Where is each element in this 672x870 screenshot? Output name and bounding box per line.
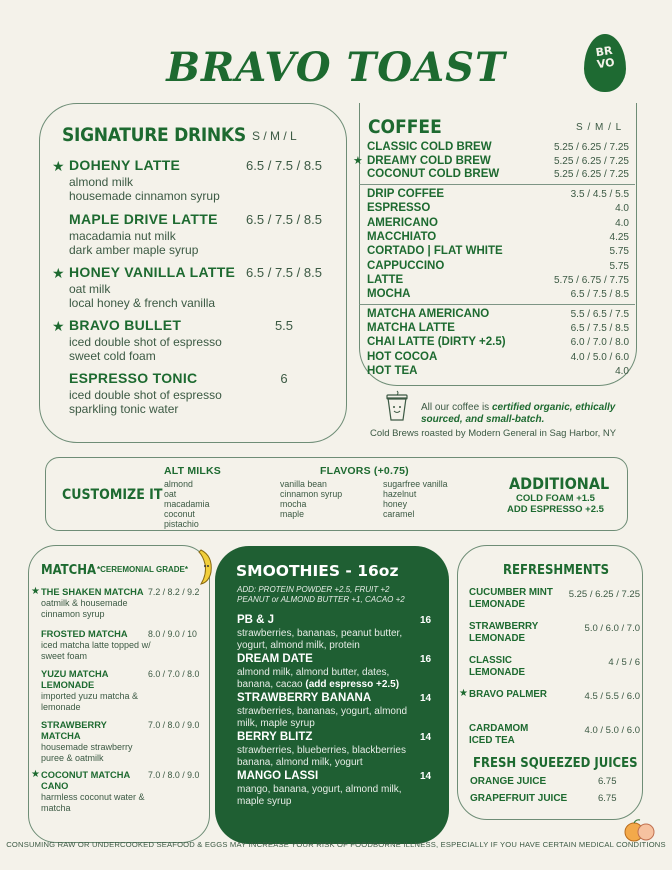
coffee-item-name: CHAI LATTE (DIRTY +2.5)	[367, 336, 506, 349]
coffee-note-bold: certified organic, ethically sourced, and small-batch.	[421, 402, 616, 425]
coffee-row	[359, 336, 629, 350]
coffee-list	[353, 140, 629, 380]
avocado-logo: BR VO	[584, 34, 626, 92]
alt-milks-list	[164, 479, 209, 529]
coffee-row	[359, 202, 629, 216]
additional-list	[503, 493, 608, 515]
smoothie-desc-bold: (add espresso +2.5)	[305, 679, 400, 690]
smoothie-item-desc	[237, 667, 415, 691]
matcha-item-price: 6.0 / 7.0 / 8.0	[148, 669, 200, 679]
star-icon: ★	[52, 265, 65, 281]
smoothie-desc-text: strawberries, bananas, yogurt, almond milk, maple syrup	[237, 706, 408, 729]
signature-item-desc: iced double shot of espresso	[69, 388, 222, 402]
refreshment-item-price: 4.0 / 5.0 / 6.0	[584, 725, 640, 736]
refreshment-item-name: CUCUMBER MINT LEMONADE	[469, 587, 553, 610]
matcha-item-price: 8.0 / 9.0 / 10	[148, 629, 197, 639]
coffee-row	[359, 188, 629, 202]
refreshment-item-price: 4.5 / 5.5 / 6.0	[584, 691, 640, 702]
coffee-item-name: MOCHA	[367, 288, 411, 301]
coffee-item-price: 5.25 / 6.25 / 7.25	[553, 155, 629, 167]
smoothie-item-price: 16	[420, 654, 432, 665]
coffee-item-price: 4.0 / 5.0 / 6.0	[570, 351, 629, 363]
smoothie-item-price: 14	[420, 771, 432, 782]
smoothies-header: SMOOTHIES - 16oz	[236, 562, 399, 580]
smoothie-desc-text: mango, banana, yogurt, almond milk, maple syrup	[237, 784, 402, 807]
smoothie-desc-text: almond milk, almond butter, dates, banana, cacao	[237, 667, 390, 690]
coffee-item-name: MATCHA LATTE	[367, 322, 455, 335]
matcha-item-desc: harmless coconut water & matcha	[41, 792, 145, 813]
smoothies-addons-line-2: PEANUT or ALMOND BUTTER +1, CACAO +2	[237, 595, 405, 604]
signature-item-price: 6.5 / 7.5 / 8.5	[246, 158, 322, 173]
coffee-item-price: 5.25 / 6.25 / 7.25	[553, 142, 629, 153]
coffee-item-name: COCONUT COLD BREW	[367, 168, 500, 181]
list-item: almond	[164, 479, 193, 489]
refreshment-item-price: 4 / 5 / 6	[608, 657, 640, 668]
signature-item-price: 6.5 / 7.5 / 8.5	[246, 265, 322, 280]
coffee-row	[359, 141, 629, 155]
coffee-item-name: CAPPUCCINO	[367, 259, 445, 272]
coffee-item-price: 5.75	[609, 260, 629, 272]
signature-item-name: MAPLE DRIVE LATTE	[69, 211, 218, 227]
coffee-item-price: 5.25 / 6.25 / 7.25	[553, 169, 629, 181]
smoothie-item-name: STRAWBERRY BANANA	[237, 692, 372, 704]
page-title: BRAVO TOAST	[166, 44, 506, 91]
coffee-item-price: 6.5 / 7.5 / 8.5	[570, 323, 629, 335]
coffee-item-price: 6.5 / 7.5 / 8.5	[570, 289, 629, 301]
signature-item-desc: local honey & french vanilla	[69, 296, 216, 310]
matcha-item-name: FROSTED MATCHA	[41, 629, 128, 639]
list-item: maple	[280, 509, 304, 519]
banana-mascot-icon	[193, 548, 217, 586]
citrus-icon	[622, 818, 658, 842]
smoothie-item-desc	[237, 745, 415, 769]
coffee-item-price: 4.0	[615, 203, 629, 215]
juice-item-price: 6.75	[598, 793, 617, 804]
signature-sizes-label: S / M / L	[252, 129, 297, 143]
smoothie-desc-text: strawberries, blueberries, blackberries banana, almond milk, yogurt	[237, 745, 406, 768]
refreshment-item-name: CARDAMOM ICED TEA	[469, 723, 529, 746]
coffee-row	[359, 260, 629, 274]
coffee-row	[353, 154, 629, 169]
list-item: sugarfree vanilla	[383, 479, 448, 489]
smoothie-item-price: 16	[420, 615, 432, 626]
coffee-item-name: CLASSIC COLD BREW	[367, 141, 492, 153]
coffee-roaster-note: Cold Brews roasted by Modern General in Sag Harbor, NY	[370, 428, 617, 439]
smoothie-desc-text: strawberries, bananas, peanut butter, yogurt, almond milk, protein	[237, 628, 403, 651]
coffee-item-price: 4.0	[615, 365, 629, 377]
list-item: ADD ESPRESSO +2.5	[507, 504, 604, 515]
matcha-item-desc: imported yuzu matcha & lemonade	[41, 691, 139, 712]
signature-item-desc: iced double shot of espresso	[69, 335, 222, 349]
matcha-item-name: STRAWBERRY MATCHA	[41, 720, 107, 741]
signature-item-name: ESPRESSO TONIC	[69, 370, 198, 386]
coffee-item-price: 5.75	[609, 246, 629, 258]
coffee-item-name: HOT TEA	[367, 364, 418, 377]
coffee-row	[359, 274, 629, 288]
coffee-row	[359, 308, 629, 322]
matcha-grade-note: *CEREMONIAL GRADE*	[97, 565, 188, 574]
juice-item-name: GRAPEFRUIT JUICE	[470, 793, 568, 804]
list-item: macadamia	[164, 499, 210, 509]
list-item: pistachio	[164, 519, 199, 529]
coffee-row	[359, 217, 629, 231]
coffee-item-name: CORTADO | FLAT WHITE	[367, 245, 503, 258]
coffee-item-name: DRIP COFFEE	[367, 188, 445, 200]
smoothie-item-desc	[237, 628, 415, 652]
coffee-row	[359, 365, 629, 379]
matcha-item-name: THE SHAKEN MATCHA	[41, 587, 144, 597]
coffee-item-price: 5.5 / 6.5 / 7.5	[570, 309, 629, 320]
coffee-item-price: 5.75 / 6.75 / 7.75	[553, 274, 629, 286]
refreshment-item-price: 5.0 / 6.0 / 7.0	[584, 623, 640, 634]
signature-drinks-header: SIGNATURE DRINKS	[62, 124, 246, 146]
coffee-item-name: HOT COCOA	[367, 350, 438, 363]
coffee-row	[359, 231, 629, 245]
flavors-list-2	[383, 479, 448, 519]
matcha-item-price: 7.2 / 8.2 / 9.2	[148, 587, 200, 597]
coffee-item-name: LATTE	[367, 273, 404, 286]
list-item: vanilla bean	[280, 479, 327, 489]
smoothie-item-name: PB & J	[237, 614, 275, 626]
signature-item-desc: almond milk	[69, 175, 134, 189]
divider	[359, 304, 635, 305]
signature-item-desc: oat milk	[69, 282, 111, 296]
matcha-item-name: COCONUT MATCHA CANO	[41, 770, 130, 791]
coffee-item-name: ESPRESSO	[367, 202, 431, 215]
customize-header: CUSTOMIZE IT	[62, 487, 163, 503]
signature-item-price: 6.5 / 7.5 / 8.5	[246, 212, 322, 227]
star-icon: ★	[52, 318, 65, 334]
signature-item-desc: dark amber maple syrup	[69, 243, 199, 257]
refreshments-header: REFRESHMENTS	[503, 563, 610, 578]
divider	[359, 184, 635, 185]
matcha-item-price: 7.0 / 8.0 / 9.0	[148, 770, 200, 780]
list-item: hazelnut	[383, 489, 417, 499]
matcha-item-desc: iced matcha latte topped w/ sweet foam	[41, 640, 151, 661]
signature-item-price: 6	[280, 371, 288, 386]
list-item: cinnamon syrup	[280, 489, 343, 499]
coffee-item-name: AMERICANO	[367, 216, 438, 229]
list-item: caramel	[383, 509, 415, 519]
food-safety-disclaimer: CONSUMING RAW OR UNDERCOOKED SEAFOOD & EGGS MAY INCREASE YOUR RISK OF FOODBORNE ILLNESS, ESPECIALLY IF YOU HAVE CERTAIN MEDICAL CONDITIONS	[6, 840, 666, 849]
coffee-row	[359, 322, 629, 336]
coffee-item-price: 3.5 / 4.5 / 5.5	[570, 189, 629, 200]
matcha-item-desc: housemade strawberry puree & oatmilk	[41, 742, 133, 763]
coffee-note-prefix: All our coffee is	[421, 402, 492, 413]
signature-item-desc: sweet cold foam	[69, 349, 156, 363]
smoothie-item-desc	[237, 706, 415, 730]
refreshment-item-name: CLASSIC LEMONADE	[469, 655, 526, 678]
smoothie-item-name: BERRY BLITZ	[237, 731, 313, 743]
coffee-item-name: MATCHA AMERICANO	[367, 308, 490, 320]
signature-item-desc: housemade cinnamon syrup	[69, 189, 220, 203]
juice-item-price: 6.75	[598, 776, 617, 787]
list-item: oat	[164, 489, 177, 499]
star-icon: ★	[52, 158, 65, 174]
coffee-item-name: MACCHIATO	[367, 230, 437, 243]
coffee-sizes-label: S / M / L	[576, 122, 623, 133]
star-icon: ★	[353, 154, 363, 167]
signature-item-price: 5.5	[274, 318, 294, 333]
alt-milks-title: ALT MILKS	[164, 465, 222, 477]
matcha-item-price: 7.0 / 8.0 / 9.0	[148, 720, 200, 730]
signature-item-name: HONEY VANILLA LATTE	[69, 264, 236, 280]
star-icon: ★	[31, 586, 40, 597]
signature-item-desc: macadamia nut milk	[69, 229, 176, 243]
list-item: coconut	[164, 509, 195, 519]
juices-header: FRESH SQUEEZED JUICES	[473, 756, 638, 771]
coffee-row	[359, 245, 629, 259]
signature-item-name: DOHENY LATTE	[69, 157, 181, 173]
coffee-header: COFFEE	[368, 116, 442, 138]
refreshment-item-name: STRAWBERRY LEMONADE	[469, 621, 539, 644]
matcha-item-desc: oatmilk & housemade cinnamon syrup	[41, 598, 128, 619]
coffee-item-price: 6.0 / 7.0 / 8.0	[570, 337, 629, 349]
smoothie-item-price: 14	[420, 732, 432, 743]
matcha-item-name: YUZU MATCHA LEMONADE	[41, 669, 109, 690]
list-item: honey	[383, 499, 407, 509]
list-item: COLD FOAM +1.5	[516, 493, 595, 504]
signature-item-name: BRAVO BULLET	[69, 317, 182, 333]
smoothie-item-name: DREAM DATE	[237, 653, 313, 665]
flavors-list-1	[280, 479, 342, 519]
smoothie-item-name: MANGO LASSI	[237, 770, 319, 782]
coffee-cup-icon	[383, 390, 411, 422]
juice-item-name: ORANGE JUICE	[470, 776, 547, 787]
additional-title: ADDITIONAL	[509, 474, 610, 493]
signature-item-desc: sparkling tonic water	[69, 402, 179, 416]
smoothie-item-price: 14	[420, 693, 432, 704]
flavors-title: FLAVORS (+0.75)	[320, 465, 409, 477]
refreshment-item-price: 5.25 / 6.25 / 7.25	[568, 589, 640, 600]
coffee-row	[359, 288, 629, 302]
smoothies-addons-line-1: ADD: PROTEIN POWDER +2.5, FRUIT +2	[237, 585, 390, 594]
smoothie-item-desc	[237, 784, 415, 808]
coffee-item-price: 4.0	[615, 217, 629, 229]
coffee-sourcing-note	[421, 402, 621, 426]
coffee-item-name: DREAMY COLD BREW	[367, 154, 491, 167]
list-item: mocha	[280, 499, 307, 509]
coffee-item-price: 4.25	[609, 231, 629, 243]
matcha-header: MATCHA	[41, 563, 97, 578]
coffee-row	[359, 351, 629, 365]
refreshment-item-name: BRAVO PALMER	[469, 689, 548, 700]
star-icon: ★	[31, 769, 40, 780]
coffee-row	[359, 168, 629, 182]
star-icon: ★	[459, 688, 468, 699]
